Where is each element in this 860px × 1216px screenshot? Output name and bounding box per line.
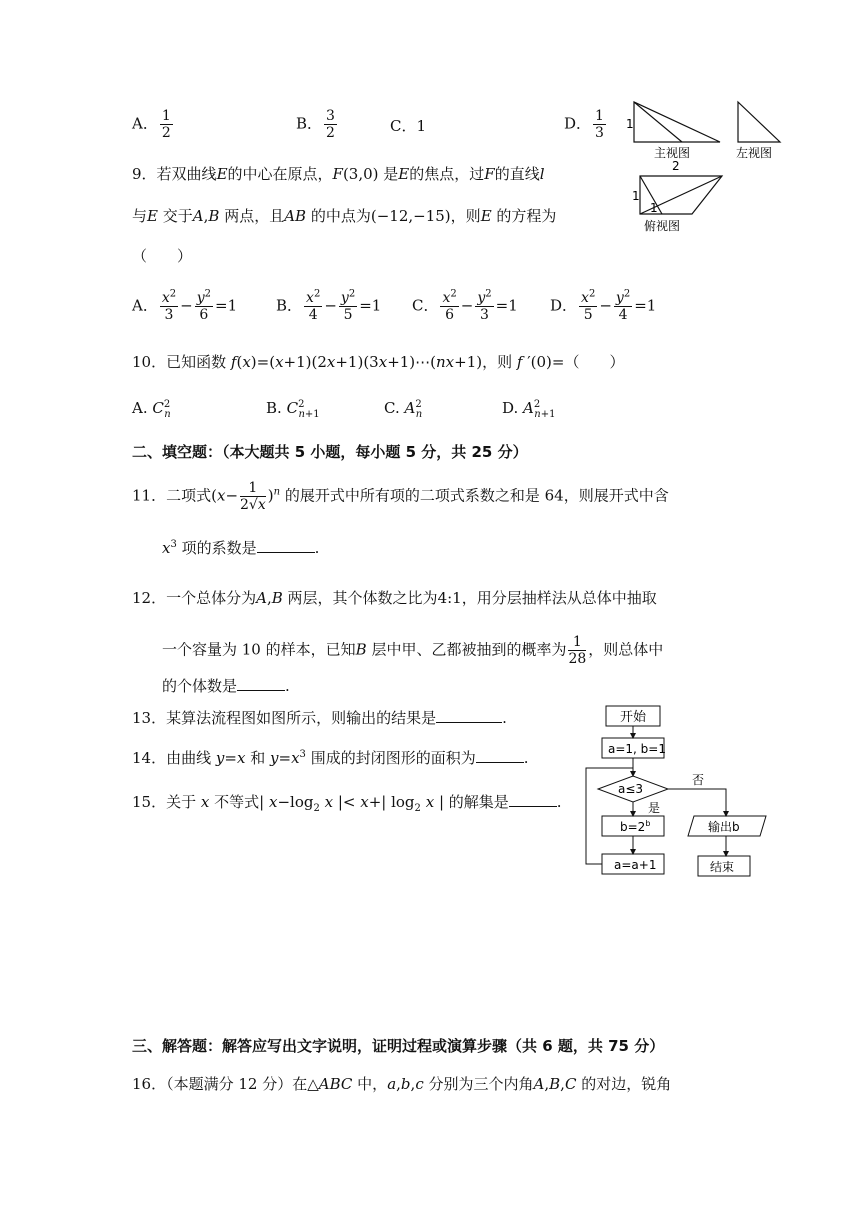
flowchart [580, 700, 780, 886]
dim-2: 2 [672, 159, 680, 173]
q8-option-c: C．1 [390, 117, 427, 135]
q14: 14．由曲线 y=x 和 $y=x^3$ 围成的封闭图形的面积为 . [132, 749, 529, 767]
q16-line1: 16．（本题满分 12 分）在△ABC 中，a,b,c 分别为三个内角A,B,C 的对边，锐角 [132, 1075, 672, 1093]
q14-answer-blank[interactable] [476, 748, 524, 763]
flow-yes: 是 [648, 801, 661, 815]
q11-line1: 11．二项式(x− $\frac{1}{2√x}$ )$^n$ 的展开式中所有项的二项式系数之和是 64，则展开式中含 [132, 480, 669, 513]
q10-option-c: C. $A^2_n$ [384, 399, 423, 420]
flow-start: 开始 [620, 710, 647, 725]
dim-1b: 1 [632, 189, 640, 203]
front-label: 主视图 [654, 146, 691, 160]
q10-option-b: B. $C^2_{n+1}$ [266, 399, 320, 420]
section2-title: 二、填空题：（本大题共 5 小题，每小题 5 分，共 25 分） [132, 443, 528, 461]
q12-answer-blank[interactable] [237, 676, 285, 691]
q9-option-b: B． $\frac{x^2}{4}$ − $\frac{y^2}{5}$ =1 [276, 288, 382, 323]
q8-option-b: B． $\frac{3}{2}$ [296, 108, 335, 141]
q9-line2: 与E 交于A,B 两点，且AB 的中点为(−12,−15)，则E 的方程为 [132, 207, 557, 225]
q9-option-d: D． $\frac{x^2}{5}$ − $\frac{y^2}{4}$ =1 [550, 288, 657, 323]
top-label: 俯视图 [644, 219, 681, 233]
flow-end: 结束 [710, 860, 735, 874]
q13-answer-blank[interactable] [436, 708, 502, 723]
q11-line2: $x^3$ 项的系数是 . [162, 539, 320, 557]
q10-option-d: D. $A^2_{n+1}$ [502, 399, 556, 420]
left-label: 左视图 [736, 146, 773, 160]
q8-option-d: D． $\frac{1}{3}$ [564, 108, 604, 141]
q11-answer-blank[interactable] [257, 538, 315, 553]
q9-option-a: A． $\frac{x^2}{3}$ − $\frac{y^2}{6}$ =1 [132, 288, 238, 323]
q10-option-a: A. $C^2_n$ [132, 399, 171, 420]
flow-init: a=1, b=1 [608, 742, 666, 756]
q9-line1: 9．若双曲线E的中心在原点，F(3,0) 是E的焦点，过F的直线l [132, 165, 545, 183]
q15-answer-blank[interactable] [509, 792, 557, 807]
q13: 13．某算法流程图如图所示，则输出的结果是 . [132, 709, 507, 727]
q12-line1: 12．一个总体分为A,B 两层，其个体数之比为4:1，用分层抽样法从总体中抽取 [132, 589, 657, 607]
q9-paren: （ ） [132, 247, 193, 265]
flow-incr: a=a+1 [614, 858, 657, 872]
q8-option-a-label: A． [132, 114, 158, 133]
flow-output: 输出b [708, 820, 740, 834]
three-view-figure [622, 96, 802, 236]
q12-line2: 一个容量为 10 的样本，已知B 层中甲、乙都被抽到的概率为 $\frac{1}{28}$ ，则总体中 [162, 634, 664, 667]
q12-line3: 的个体数是 . [162, 677, 290, 695]
q10-stem: 10．已知函数 f(x)=(x+1)(2x+1)(3x+1)⋯(nx+1)，则 f ′(0)=（ ） [132, 353, 625, 371]
left-view [738, 102, 780, 142]
dim-1c: 1 [650, 201, 658, 215]
section3-title: 三、解答题：解答应写出文字说明，证明过程或演算步骤（共 6 题，共 75 分） [132, 1037, 665, 1055]
q8-option-a-frac: $\frac{1}{2}$ [161, 108, 171, 141]
front-view [634, 102, 720, 142]
flow-cond: a≤3 [618, 782, 644, 796]
q8-options [132, 108, 175, 141]
flow-no: 否 [692, 773, 705, 787]
q9-option-c: C． $\frac{x^2}{6}$ − $\frac{y^2}{3}$ =1 [412, 288, 518, 323]
q15: 15．关于 x 不等式| $x-\log_2$ x |< x+| $\log_2 x$ | 的解集是 . [132, 793, 562, 814]
flow-step: $b=2^b$ [620, 819, 651, 834]
dim-1a: 1 [626, 117, 634, 131]
